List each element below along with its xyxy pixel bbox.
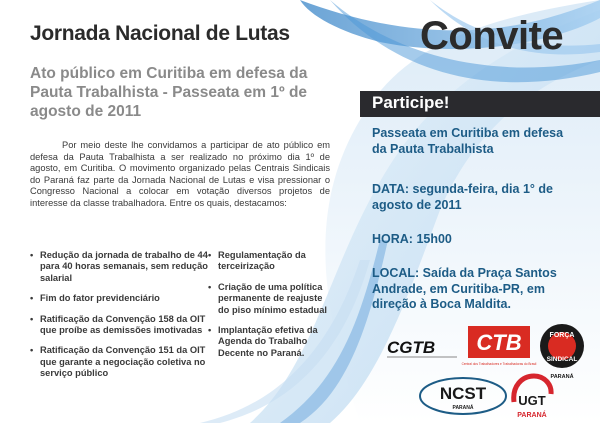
svg-text:PARANÁ: PARANÁ (550, 374, 574, 380)
ctb-logo (461, 326, 537, 368)
event-location: LOCAL: Saída da Praça Santos Andrade, em Curitiba-PR, em direção à Boca Maldita. (372, 266, 557, 311)
event-time: HORA: 15h00 (372, 232, 452, 246)
bullet-item: • Ratificação da Convenção 158 da OIT que proíbe as demissões imotivadas (30, 314, 210, 337)
bullet-item: • Criação de uma política permanente de reajuste do piso mínimo estadual (208, 282, 333, 316)
bullet-item: • Implantação efetiva da Agenda do Trabalho Decente no Paraná. (208, 325, 333, 359)
intro-paragraph: Por meio deste lhe convidamos a participar de ato público em defesa da Pauta Trabalhista a ser realizado no próximo dia 1º de agosto, em Curitiba. O movimento organizado pelas Centrais Sindicais do Paraná faz parte da Jornada Nacional de Lutas e visa pressionar o Congresso Nacional a colocar em votação diversos projetos de interesse da classe trabalhadora. Entre os quais, destacamos: (30, 140, 330, 208)
svg-text:PARANÁ: PARANÁ (517, 412, 547, 419)
participe-label: Participe! (372, 93, 450, 112)
ugt-logo (510, 372, 555, 420)
ncst-logo (418, 376, 508, 416)
bullet-item: • Redução da jornada de trabalho de 44 para 40 horas semanais, sem redução salarial (30, 250, 210, 284)
svg-text:SINDICAL: SINDICAL (546, 356, 578, 363)
bullet-list-right (208, 250, 333, 368)
event-passeata: Passeata em Curitiba em defesa da Pauta Trabalhista (372, 126, 564, 156)
svg-text:NCST: NCST (439, 384, 487, 403)
svg-text:CGTB: CGTB (387, 338, 436, 357)
svg-text:PARANÁ: PARANÁ (452, 405, 474, 411)
bullet-item: • Ratificação da Convenção 151 da OIT que garante a negociação coletiva no serviço público (30, 345, 210, 379)
bullet-item: • Fim do fator previdenciário (30, 293, 210, 304)
convite-heading: Convite (420, 14, 564, 58)
bullet-item: • Regulamentação da terceirização (208, 250, 333, 273)
svg-text:FORÇA: FORÇA (549, 332, 575, 339)
cgtb-logo (385, 336, 460, 360)
subtitle: Ato público em Curitiba em defesa da Pauta Trabalhista - Passeata em 1º de agosto de 2011 (30, 65, 308, 120)
event-date: DATA: segunda-feira, dia 1° de agosto de 2011 (372, 182, 553, 212)
page-title: Jornada Nacional de Lutas (30, 22, 290, 45)
svg-text:CTB: CTB (476, 330, 522, 355)
svg-text:UGT: UGT (518, 393, 546, 408)
svg-text:Central dos Trabalhadores e Tr: Central dos Trabalhadores e Trabalhadoras do Brasil (461, 362, 537, 366)
bullet-list-left (30, 250, 210, 389)
